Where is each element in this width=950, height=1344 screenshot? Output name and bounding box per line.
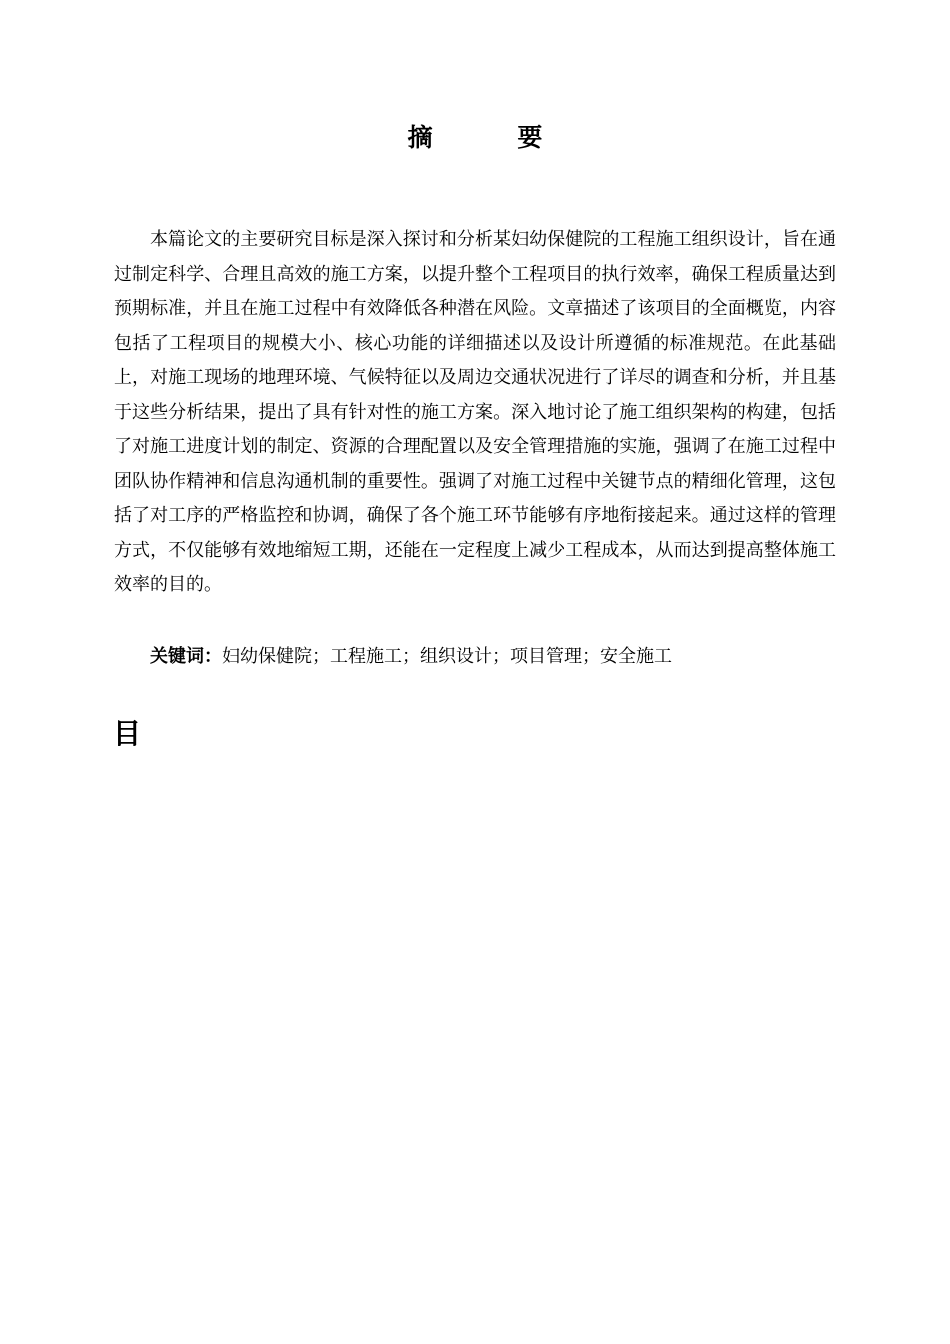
keywords-label: 关键词： (150, 646, 222, 667)
abstract-title: 摘 要 (407, 123, 581, 152)
toc-heading: 目 (113, 717, 142, 750)
keywords-list: 妇幼保健院；工程施工；组织设计；项目管理；安全施工 (222, 646, 672, 667)
keywords-line (150, 641, 850, 673)
abstract-body: 本篇论文的主要研究目标是深入探讨和分析某妇幼保健院的工程施工组织设计，旨在通过制定科学、合理且高效的施工方案，以提升整个工程项目的执行效率，确保工程质量达到预期标准，并且在施工过程中有效降低各种潜在风险。文章描述了该项目的全面概览，内容包括了工程项目的规模大小、核心功能的详细描述以及设计所遵循的标准规范。在此基础上，对施工现场的地理环境、气候特征以及周边交通状况进行了详尽的调查和分析，并且基于这些分析结果，提出了具有针对性的施工方案。深入地讨论了施工组织架构的构建，包括了对施工进度计划的制定、资源的合理配置以及安全管理措施的实施，强调了在施工过程中团队协作精神和信息沟通机制的重要性。强调了对施工过程中关键节点的精细化管理，这包括了对工序的严格监控和协调，确保了各个施工环节能够有序地衔接起来。通过这样的管理方式，不仅能够有效地缩短工期，还能在一定程度上减少工程成本，从而达到提高整体施工效率的目的。 (114, 229, 836, 595)
